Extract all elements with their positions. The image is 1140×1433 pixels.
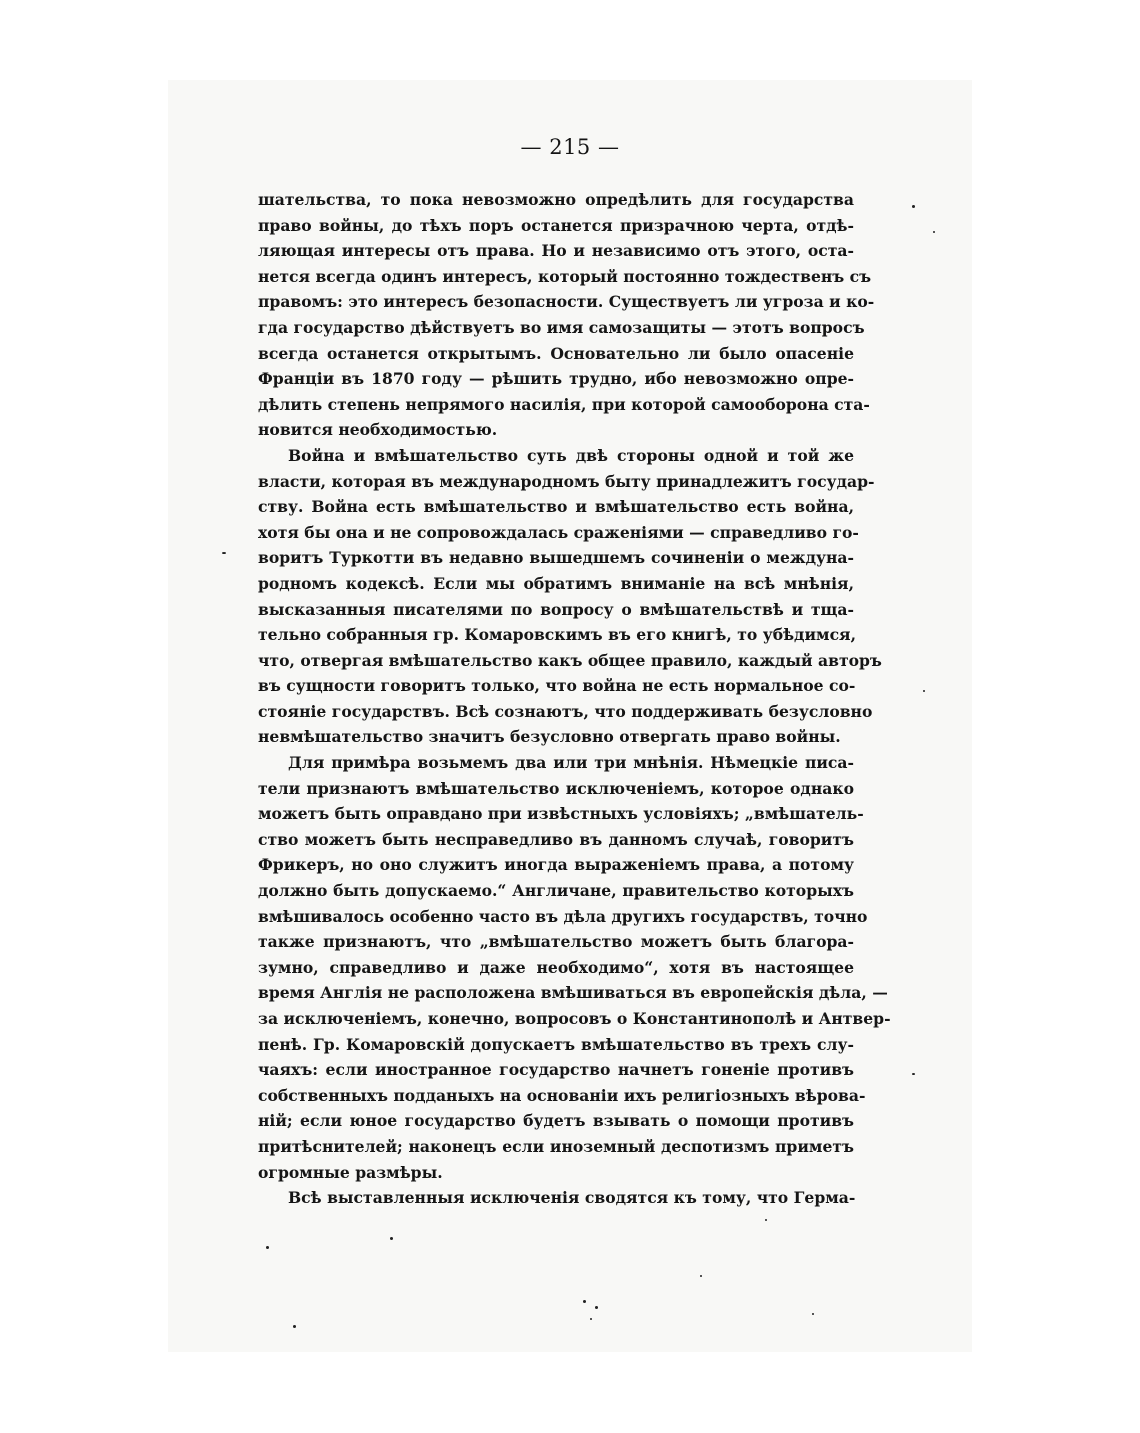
text-line: дѣлить степень непрямого насилія, при которой самооборона ста- bbox=[258, 394, 870, 414]
text-line: ству. Война есть вмѣшательство и вмѣшательство есть война, bbox=[258, 497, 854, 517]
scan-speck bbox=[765, 1219, 767, 1221]
paragraph-3 bbox=[258, 750, 891, 1185]
paragraph-1 bbox=[258, 187, 875, 443]
scan-speck bbox=[912, 205, 915, 208]
scan-speck bbox=[595, 1306, 598, 1309]
scan-speck bbox=[933, 231, 935, 233]
scan-speck bbox=[222, 552, 226, 554]
text-line: вмѣшивалось особенно часто въ дѣла другихъ государствъ, точно bbox=[258, 906, 868, 926]
scan-speck bbox=[583, 1300, 586, 1303]
scan-speck bbox=[293, 1325, 296, 1328]
text-line: родномъ кодексѣ. Если мы обратимъ вниманіе на всѣ мнѣнія, bbox=[258, 573, 854, 593]
text-line: ляющая интересы отъ права. Но и независимо отъ этого, оста- bbox=[258, 241, 854, 261]
scan-speck bbox=[812, 1313, 814, 1315]
text-line: правомъ: это интересъ безопасности. Существуетъ ли угроза и ко- bbox=[258, 292, 875, 312]
text-line: Франціи въ 1870 году — рѣшить трудно, ибо невозможно опре- bbox=[258, 369, 854, 389]
text-line: власти, которая въ международномъ быту принадлежитъ государ- bbox=[258, 471, 875, 491]
scan-speck bbox=[390, 1237, 393, 1240]
text-line: шательства, то пока невозможно опредѣлить для государства bbox=[258, 190, 854, 209]
text-line: огромные размѣры. bbox=[258, 1162, 443, 1182]
page-text bbox=[258, 187, 891, 1211]
page-number: — 215 — bbox=[520, 135, 620, 159]
text-line: что, отвергая вмѣшательство какъ общее правило, каждый авторъ bbox=[258, 650, 882, 670]
text-line: ній; если юное государство будетъ взывать о помощи противъ bbox=[258, 1111, 854, 1131]
text-line: также признаютъ, что „вмѣшательство можетъ быть благора- bbox=[258, 932, 854, 952]
text-line: тели признаютъ вмѣшательство исключеніемъ, которое однако bbox=[258, 778, 854, 798]
text-line: стояніе государствъ. Всѣ сознаютъ, что поддерживать безусловно bbox=[258, 701, 873, 721]
text-line: пенѣ. Гр. Комаровскій допускаетъ вмѣшательство въ трехъ слу- bbox=[258, 1034, 854, 1054]
text-line: новится необходимостью. bbox=[258, 420, 498, 440]
text-line: хотя бы она и не сопровождалась сраженіями — справедливо го- bbox=[258, 522, 859, 542]
text-line: невмѣшательство значитъ безусловно отвергать право войны. bbox=[258, 727, 841, 747]
paragraph-2 bbox=[258, 443, 882, 750]
text-line: чаяхъ: если иностранное государство начнетъ гоненіе противъ bbox=[258, 1060, 854, 1080]
text-line: воритъ Туркотти въ недавно вышедшемъ сочиненіи о междуна- bbox=[258, 548, 854, 568]
text-line: нется всегда одинъ интересъ, который постоянно тождественъ съ bbox=[258, 266, 872, 286]
text-line: Всѣ выставленныя исключенія сводятся къ тому, что Герма- bbox=[288, 1188, 856, 1208]
text-line: должно быть допускаемо.“ Англичане, правительство которыхъ bbox=[258, 881, 854, 901]
text-line: ство можетъ быть несправедливо въ данномъ случаѣ, говоритъ bbox=[258, 829, 854, 849]
scan-speck bbox=[700, 1275, 702, 1277]
text-line: гда государство дѣйствуетъ во имя самозащиты — этотъ вопросъ bbox=[258, 317, 865, 337]
text-line: всегда останется открытымъ. Основательно ли было опасеніе bbox=[258, 343, 854, 363]
text-line: притѣснителей; наконецъ если иноземный деспотизмъ приметъ bbox=[258, 1136, 854, 1156]
scan-speck bbox=[923, 690, 925, 692]
scan-speck bbox=[912, 1073, 915, 1075]
paragraph-4 bbox=[258, 1185, 854, 1211]
text-line: высказанныя писателями по вопросу о вмѣшательствѣ и тща- bbox=[258, 599, 854, 619]
text-line: время Англія не расположена вмѣшиваться въ европейскія дѣла, — bbox=[258, 983, 888, 1003]
scan-speck bbox=[266, 1246, 269, 1249]
text-line: въ сущности говоритъ только, что война не есть нормальное со- bbox=[258, 676, 856, 696]
text-line: за исключеніемъ, конечно, вопросовъ о Константинополѣ и Антвер- bbox=[258, 1009, 891, 1028]
text-line: Для примѣра возьмемъ два или три мнѣнія. Нѣмецкіе писа- bbox=[288, 753, 854, 773]
text-line: Фрикеръ, но оно служитъ иногда выраженіемъ права, а потому bbox=[258, 855, 854, 875]
text-line: можетъ быть оправдано при извѣстныхъ условіяхъ; „вмѣшатель- bbox=[258, 804, 864, 824]
text-line: собственныхъ подданыхъ на основаніи ихъ религіозныхъ вѣрова- bbox=[258, 1085, 866, 1105]
text-line: тельно собранныя гр. Комаровскимъ въ его книгѣ, то убѣдимся, bbox=[258, 625, 857, 645]
text-line: Война и вмѣшательство суть двѣ стороны одной и той же bbox=[288, 445, 854, 465]
scan-speck bbox=[590, 1318, 592, 1320]
text-line: зумно, справедливо и даже необходимо“, хотя въ настоящее bbox=[258, 957, 854, 977]
text-line: право войны, до тѣхъ поръ останется призрачною черта, отдѣ- bbox=[258, 215, 854, 235]
